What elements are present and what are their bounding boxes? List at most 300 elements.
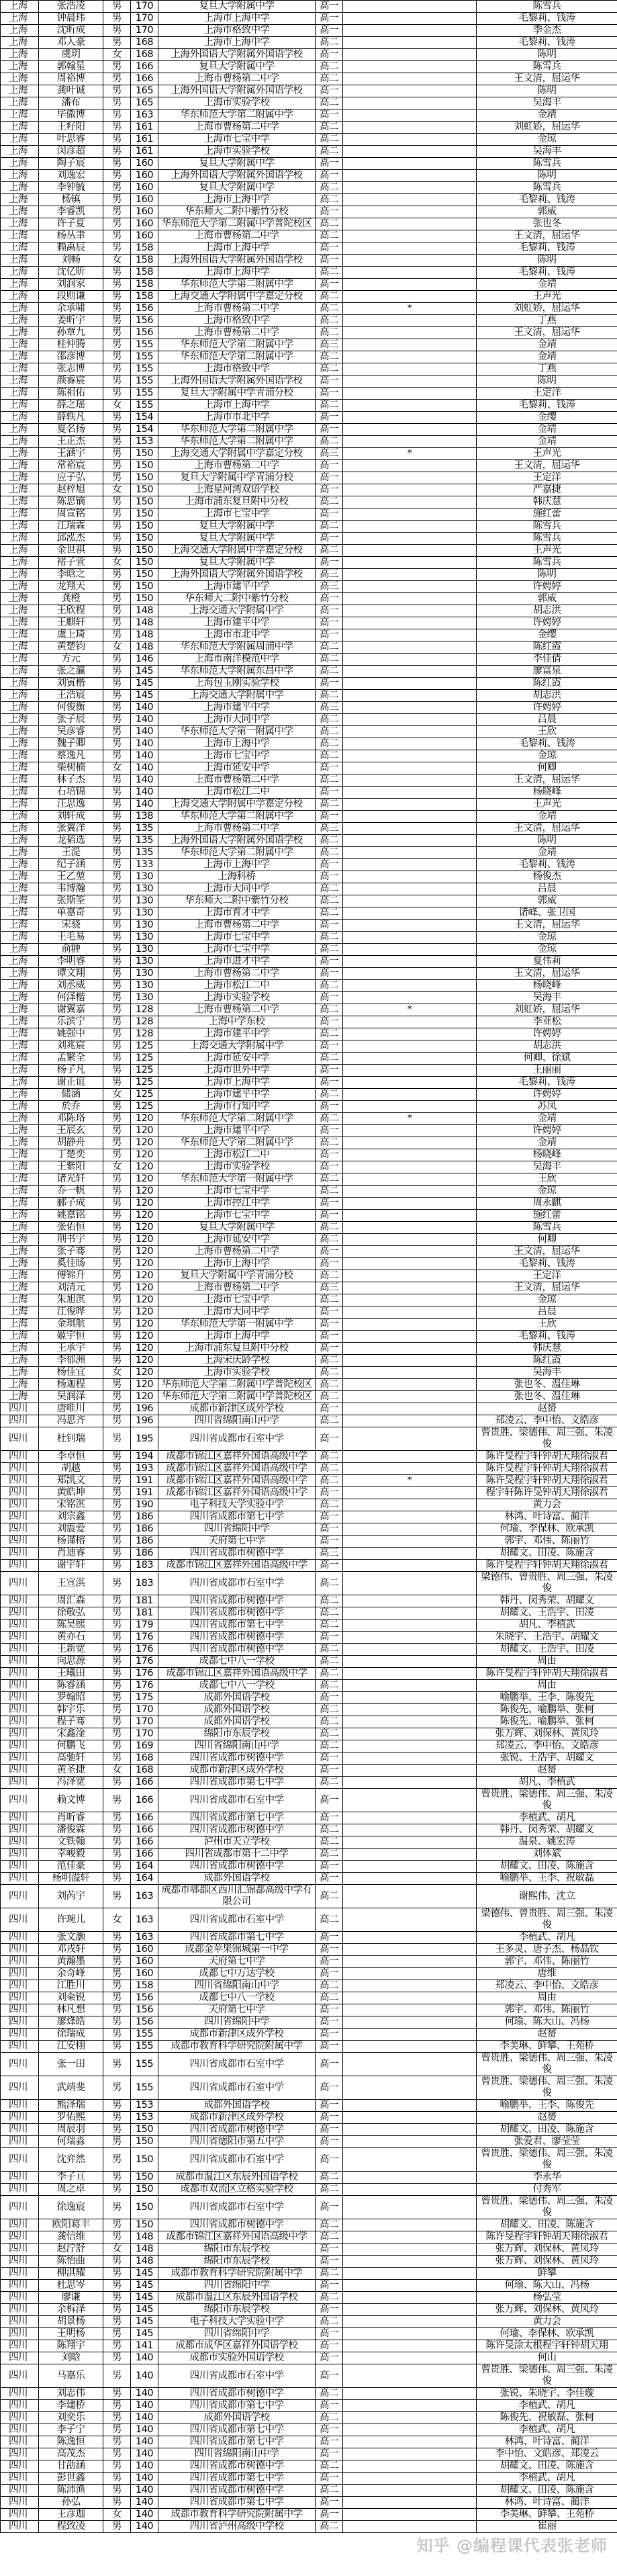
name-cell: 李子亘 (39, 2172, 103, 2184)
score-cell: 170 (131, 1716, 158, 1728)
province-cell: 四川 (1, 1692, 39, 1704)
coach-cell: 梁德伟、曾贵胜、周三强、朱凌俊 (477, 1908, 617, 1932)
mark-cell (343, 2400, 477, 2412)
table-row (1, 1523, 617, 1536)
name-cell: 刘丞威 (39, 980, 103, 992)
score-cell: 150 (131, 2196, 158, 2219)
gender-cell: 男 (103, 1065, 131, 1077)
gender-cell: 男 (103, 1463, 131, 1475)
province-cell: 上海 (1, 1113, 39, 1125)
province-cell: 上海 (1, 1040, 39, 1053)
mark-cell (343, 2412, 477, 2424)
name-cell: 金世祺 (39, 545, 103, 557)
school-cell: 四川省绵阳中学 (158, 1523, 316, 1536)
school-cell: 四川省成都市树德中学 (158, 1595, 316, 1607)
score-cell: 140 (131, 2521, 158, 2533)
gender-cell: 男 (103, 2041, 131, 2053)
table-row (1, 2100, 617, 2112)
name-cell: 肖迪睿 (39, 1548, 103, 1560)
score-cell: 140 (131, 2473, 158, 2485)
gender-cell: 男 (103, 508, 131, 521)
name-cell: 廖谦 (39, 2292, 103, 2304)
score-cell: 150 (131, 2136, 158, 2148)
grade-cell: 高一 (316, 1077, 343, 1089)
table-row (1, 2460, 617, 2473)
gender-cell: 男 (103, 2268, 131, 2280)
province-cell: 上海 (1, 980, 39, 992)
score-cell: 120 (131, 1125, 158, 1137)
gender-cell: 男 (103, 436, 131, 448)
province-cell: 上海 (1, 1, 39, 13)
school-cell: 四川省成都市树德中学 (158, 1644, 316, 1656)
gender-cell: 男 (103, 1258, 131, 1270)
table-row (1, 1198, 617, 1210)
name-cell: 林子杰 (39, 774, 103, 787)
mark-cell (343, 2340, 477, 2352)
grade-cell: 高一 (316, 593, 343, 605)
coach-cell: 杨俊杰 (477, 871, 617, 883)
grade-cell: 高一 (316, 1873, 343, 1885)
school-cell: 成都市新津区成外学校 (158, 1765, 316, 1777)
grade-cell: 高二 (316, 847, 343, 859)
gender-cell: 男 (103, 279, 131, 291)
school-cell: 上海市七宝中学 (158, 1210, 316, 1222)
mark-cell (343, 2328, 477, 2340)
name-cell: 徐敬弘 (39, 1607, 103, 1619)
mark-cell (343, 460, 477, 472)
score-cell: 148 (131, 2244, 158, 2256)
gender-cell: 男 (103, 1149, 131, 1161)
coach-cell: 周由 (477, 1680, 617, 1692)
grade-cell: 高二 (316, 1644, 343, 1656)
score-cell: 170 (131, 25, 158, 37)
name-cell: 桂仲腾 (39, 339, 103, 351)
grade-cell: 高一 (316, 2100, 343, 2112)
table-row (1, 134, 617, 146)
table-row (1, 726, 617, 738)
name-cell: 王承宇 (39, 1343, 103, 1355)
grade-cell: 高一 (316, 968, 343, 980)
score-cell: 120 (131, 1294, 158, 1306)
gender-cell: 男 (103, 847, 131, 859)
school-cell: 上海交通大学附属中学 (158, 690, 316, 702)
mark-cell (343, 1511, 477, 1523)
coach-cell: 胡耀文、田凌、陈施含 (477, 2460, 617, 2473)
gender-cell: 男 (103, 738, 131, 750)
coach-cell: 丁燕 (477, 315, 617, 327)
gender-cell: 男 (103, 303, 131, 315)
mark-cell (343, 835, 477, 847)
school-cell: 上海市世外中学 (158, 1065, 316, 1077)
school-cell: 上海市浦东复旦附中分校 (158, 1343, 316, 1355)
grade-cell: 高二 (316, 1451, 343, 1463)
school-cell: 上海市七宝中学 (158, 750, 316, 762)
name-cell: 柴树楠 (39, 762, 103, 774)
gender-cell: 男 (103, 2004, 131, 2016)
score-cell: 181 (131, 1595, 158, 1607)
school-cell: 上海外国语大学附属外国语学校 (158, 85, 316, 97)
gender-cell: 男 (103, 267, 131, 279)
province-cell: 上海 (1, 303, 39, 315)
grade-cell: 高一 (316, 605, 343, 617)
name-cell: 傅锦升 (39, 1270, 103, 1282)
mark-cell (343, 545, 477, 557)
province-cell: 四川 (1, 2029, 39, 2041)
name-cell: 刘奕乐 (39, 2412, 103, 2424)
score-cell: 186 (131, 1523, 158, 1536)
table-row (1, 521, 617, 533)
mark-cell (343, 2497, 477, 2509)
mark-cell (343, 533, 477, 545)
school-cell: 四川省绵阳南山中学 (158, 2448, 316, 2460)
grade-cell: 高一 (316, 2053, 343, 2076)
name-cell: 周宣铭 (39, 508, 103, 521)
school-cell: 华东师范大学第一附属中学 (158, 1319, 316, 1331)
coach-cell: 金缨 (477, 629, 617, 641)
coach-cell: 王声光 (477, 799, 617, 811)
gender-cell: 男 (103, 1053, 131, 1065)
score-cell: 150 (131, 496, 158, 508)
grade-cell: 高三 (316, 1282, 343, 1294)
coach-cell: 林鸿、叶诗富、蔺洋 (477, 2436, 617, 2448)
grade-cell: 高一 (316, 1692, 343, 1704)
grade-cell: 高二 (316, 1463, 343, 1475)
school-cell: 上海市七宝中学 (158, 508, 316, 521)
gender-cell: 男 (103, 2292, 131, 2304)
table-row (1, 255, 617, 267)
school-cell: 上海市松江二中 (158, 980, 316, 992)
name-cell: 纪子涵 (39, 859, 103, 871)
province-cell: 四川 (1, 2268, 39, 2280)
name-cell: 何瑞淼 (39, 2136, 103, 2148)
school-cell: 四川省成都市第七中学 (158, 1511, 316, 1523)
grade-cell: 高二 (316, 1728, 343, 1740)
grade-cell: 高一 (316, 2029, 343, 2041)
mark-cell (343, 521, 477, 533)
mark-cell (343, 182, 477, 194)
table-row (1, 1186, 617, 1198)
gender-cell: 男 (103, 1004, 131, 1016)
gender-cell: 男 (103, 424, 131, 436)
grade-cell: 高二 (316, 1089, 343, 1101)
coach-cell: 张万辉、刘保林、黄凤玲 (477, 2304, 617, 2316)
mark-cell (343, 1379, 477, 1391)
gender-cell: 男 (103, 1824, 131, 1836)
mark-cell (343, 992, 477, 1004)
coach-cell: 韩庆慧 (477, 496, 617, 508)
mark-cell (343, 1836, 477, 1849)
grade-cell: 高一 (316, 992, 343, 1004)
table-row (1, 1861, 617, 1873)
coach-cell: 陈雪兵 (477, 158, 617, 170)
grade-cell: 高二 (316, 496, 343, 508)
table-row (1, 1740, 617, 1752)
score-cell: 166 (131, 1812, 158, 1824)
mark-cell (343, 37, 477, 49)
school-cell: 成都市锦江区嘉祥外国语高级中学 (158, 2231, 316, 2244)
school-cell: 成都市实验外国语学校 (158, 2352, 316, 2364)
name-cell: 蔡逸凡 (39, 750, 103, 762)
province-cell: 上海 (1, 339, 39, 351)
score-cell: 140 (131, 2352, 158, 2364)
table-row (1, 2112, 617, 2124)
mark-cell (343, 472, 477, 484)
gender-cell: 男 (103, 1572, 131, 1595)
mark-cell (343, 1824, 477, 1836)
mark-cell (343, 1306, 477, 1319)
table-row (1, 2412, 617, 2424)
gender-cell: 男 (103, 1944, 131, 1956)
grade-cell: 高一 (316, 617, 343, 629)
school-cell: 上海市上海中学 (158, 1258, 316, 1270)
gender-cell: 男 (103, 291, 131, 303)
province-cell: 上海 (1, 593, 39, 605)
gender-cell: 男 (103, 1319, 131, 1331)
coach-cell: 金靖 (477, 351, 617, 363)
name-cell: 彭世鑫 (39, 2473, 103, 2485)
grade-cell: 高一 (316, 1, 343, 13)
province-cell: 上海 (1, 1306, 39, 1319)
gender-cell: 男 (103, 1210, 131, 1222)
table-row (1, 2352, 617, 2364)
province-cell: 四川 (1, 2184, 39, 2196)
grade-cell: 高二 (316, 1824, 343, 1836)
coach-cell: 王声光 (477, 448, 617, 460)
gender-cell: 男 (103, 1968, 131, 1980)
school-cell: 上海市上海中学 (158, 1331, 316, 1343)
province-cell: 四川 (1, 1716, 39, 1728)
score-cell: 130 (131, 907, 158, 920)
gender-cell: 男 (103, 1704, 131, 1716)
mark-cell (343, 2053, 477, 2076)
mark-cell (343, 1873, 477, 1885)
mark-cell (343, 1161, 477, 1173)
name-cell: 徐逸宸 (39, 2196, 103, 2219)
grade-cell: 高三 (316, 1548, 343, 1560)
province-cell: 上海 (1, 424, 39, 436)
school-cell: 上海市上海中学 (158, 859, 316, 871)
school-cell: 成都七中万达学校 (158, 1968, 316, 1980)
school-cell: 上海外国语大学附属外国语学校 (158, 835, 316, 847)
gender-cell: 男 (103, 1668, 131, 1680)
name-cell: 张一田 (39, 2053, 103, 2076)
gender-cell: 男 (103, 920, 131, 932)
coach-cell: 黄力会 (477, 2316, 617, 2328)
name-cell: 文铁翰 (39, 1836, 103, 1849)
mark-cell (343, 1186, 477, 1198)
school-cell: 成都七中八一学校 (158, 1680, 316, 1692)
grade-cell: 高二 (316, 944, 343, 956)
gender-cell: 男 (103, 895, 131, 907)
score-cell: 120 (131, 1306, 158, 1319)
grade-cell: 高二 (316, 2316, 343, 2328)
school-cell: 复旦大学附属中学 (158, 533, 316, 545)
coach-cell: 刘体斌 (477, 1849, 617, 1861)
coach-cell: 金缨 (477, 412, 617, 424)
mark-cell (343, 823, 477, 835)
coach-cell: 毛黎莉、钱涛 (477, 267, 617, 279)
grade-cell: 高三 (316, 339, 343, 351)
table-row (1, 122, 617, 134)
table-row (1, 2497, 617, 2509)
school-cell: 四川省成都市树德中学 (158, 1824, 316, 1836)
coach-cell: 梁德伟、曾贵胜、周三强、朱凌俊 (477, 1572, 617, 1595)
province-cell: 四川 (1, 1789, 39, 1812)
mark-cell (343, 2521, 477, 2533)
mark-cell (343, 1137, 477, 1149)
grade-cell: 高一 (316, 2509, 343, 2521)
mark-cell (343, 2184, 477, 2196)
coach-cell: 诸峰、张卫国 (477, 907, 617, 920)
province-cell: 上海 (1, 206, 39, 218)
school-cell: 复旦大学附属中学 (158, 1, 316, 13)
province-cell: 上海 (1, 1234, 39, 1246)
grade-cell: 高二 (316, 2231, 343, 2244)
table-row (1, 1836, 617, 1849)
score-cell: 170 (131, 1728, 158, 1740)
province-cell: 四川 (1, 2231, 39, 2244)
grade-cell: 高二 (316, 1619, 343, 1632)
mark-cell (343, 339, 477, 351)
grade-cell: 高二 (316, 1234, 343, 1246)
school-cell: 成都市锦江区嘉祥外国语高级中学 (158, 1668, 316, 1680)
school-cell: 华东师范大学附属东昌中学 (158, 666, 316, 678)
name-cell: 杨谨榕 (39, 1536, 103, 1548)
mark-cell (343, 1149, 477, 1161)
grade-cell: 高一 (316, 678, 343, 690)
gender-cell: 男 (103, 2280, 131, 2292)
table-row (1, 1451, 617, 1463)
name-cell: 魏子卿 (39, 738, 103, 750)
table-row (1, 182, 617, 194)
table-row (1, 1849, 617, 1861)
coach-cell: 陈明 (477, 170, 617, 182)
table-row (1, 1475, 617, 1487)
coach-cell: 朱晓宇、王浩宇、胡耀文 (477, 1632, 617, 1644)
name-cell: 姚强中 (39, 1028, 103, 1040)
name-cell: 张浩凌 (39, 1, 103, 13)
table-row (1, 1944, 617, 1956)
coach-cell: 杨晓峰 (477, 787, 617, 799)
mark-cell (343, 122, 477, 134)
gender-cell: 男 (103, 1282, 131, 1294)
table-row (1, 1040, 617, 1053)
gender-cell: 男 (103, 412, 131, 424)
coach-cell: 金靖 (477, 339, 617, 351)
coach-cell: 何瑜、李保林、欧承凯 (477, 1523, 617, 1536)
grade-cell: 高二 (316, 1716, 343, 1728)
score-cell: 120 (131, 1270, 158, 1282)
province-cell: 上海 (1, 1246, 39, 1258)
coach-cell: 许娉婷 (477, 1089, 617, 1101)
table-row (1, 1234, 617, 1246)
name-cell: 夏名扬 (39, 424, 103, 436)
school-cell: 成都市锦江区嘉祥外国语高级中学 (158, 1451, 316, 1463)
coach-cell: 陈明 (477, 255, 617, 267)
grade-cell: 高二 (316, 1704, 343, 1716)
grade-cell: 高二 (316, 799, 343, 811)
province-cell: 四川 (1, 2292, 39, 2304)
grade-cell: 高一 (316, 1331, 343, 1343)
coach-cell: 温泉、姚宏涛 (477, 1836, 617, 1849)
province-cell: 上海 (1, 327, 39, 339)
name-cell: 潘布 (39, 97, 103, 109)
gender-cell: 女 (103, 641, 131, 654)
province-cell: 四川 (1, 2448, 39, 2460)
coach-cell: 郭威 (477, 895, 617, 907)
coach-cell: 陈俊先、祝敏磊、张柯 (477, 2412, 617, 2424)
mark-cell (343, 2509, 477, 2521)
school-cell: 上海市上海中学 (158, 400, 316, 412)
grade-cell: 高一 (316, 1812, 343, 1824)
school-cell: 四川省成都市第七中学 (158, 2424, 316, 2436)
grade-cell: 高一 (316, 2016, 343, 2029)
table-row (1, 1077, 617, 1089)
table-row (1, 1379, 617, 1391)
gender-cell: 女 (103, 2509, 131, 2521)
score-cell: 120 (131, 1149, 158, 1161)
mark-cell (343, 2473, 477, 2485)
gender-cell: 男 (103, 1752, 131, 1765)
mark-cell (343, 1644, 477, 1656)
name-cell: 薛轶凡 (39, 412, 103, 424)
grade-cell: 高一 (316, 1210, 343, 1222)
school-cell: 上海科桥 (158, 871, 316, 883)
school-cell: 成都市教育科学研究院附属中学 (158, 2509, 316, 2521)
mark-cell (343, 1944, 477, 1956)
score-cell: 154 (131, 412, 158, 424)
table-row (1, 2304, 617, 2316)
gender-cell: 男 (103, 1777, 131, 1789)
mark-cell (343, 1053, 477, 1065)
school-cell: 上海市建平中学 (158, 1089, 316, 1101)
table-row (1, 1728, 617, 1740)
grade-cell: 高一 (316, 1101, 343, 1113)
name-cell: 王浩宸 (39, 690, 103, 702)
table-row (1, 1161, 617, 1173)
coach-cell: 王文清，屈运华 (477, 1282, 617, 1294)
coach-cell: 胡耀文、田凌、陈施含 (477, 1548, 617, 1560)
coach-cell: 陈许旻程宇轩钟胡天翔徐淑君 (477, 1451, 617, 1463)
school-cell: 上海市大同中学 (158, 1306, 316, 1319)
school-cell: 上海外国语大学附属外国语学校 (158, 49, 316, 61)
grade-cell: 高二 (316, 291, 343, 303)
name-cell: 胡静舟 (39, 1137, 103, 1149)
score-cell: 120 (131, 1331, 158, 1343)
province-cell: 上海 (1, 122, 39, 134)
mark-cell (343, 1536, 477, 1548)
coach-cell: 毛黎莉、钱涛 (477, 1331, 617, 1343)
table-row (1, 1282, 617, 1294)
score-cell: 140 (131, 2364, 158, 2388)
mark-cell (343, 666, 477, 678)
table-row (1, 787, 617, 799)
name-cell: 韦博瀚 (39, 883, 103, 895)
grade-cell: 高一 (316, 2124, 343, 2136)
table-row (1, 605, 617, 617)
coach-cell: 金琼 (477, 932, 617, 944)
gender-cell: 男 (103, 1234, 131, 1246)
gender-cell: 男 (103, 521, 131, 533)
province-cell: 上海 (1, 1282, 39, 1294)
gender-cell: 男 (103, 1331, 131, 1343)
mark-cell (343, 2196, 477, 2219)
name-cell: 龙翔天 (39, 581, 103, 593)
grade-cell: 高一 (316, 2076, 343, 2100)
province-cell: 四川 (1, 1668, 39, 1680)
name-cell: 刘芮宇 (39, 1885, 103, 1908)
score-cell: 176 (131, 1656, 158, 1668)
